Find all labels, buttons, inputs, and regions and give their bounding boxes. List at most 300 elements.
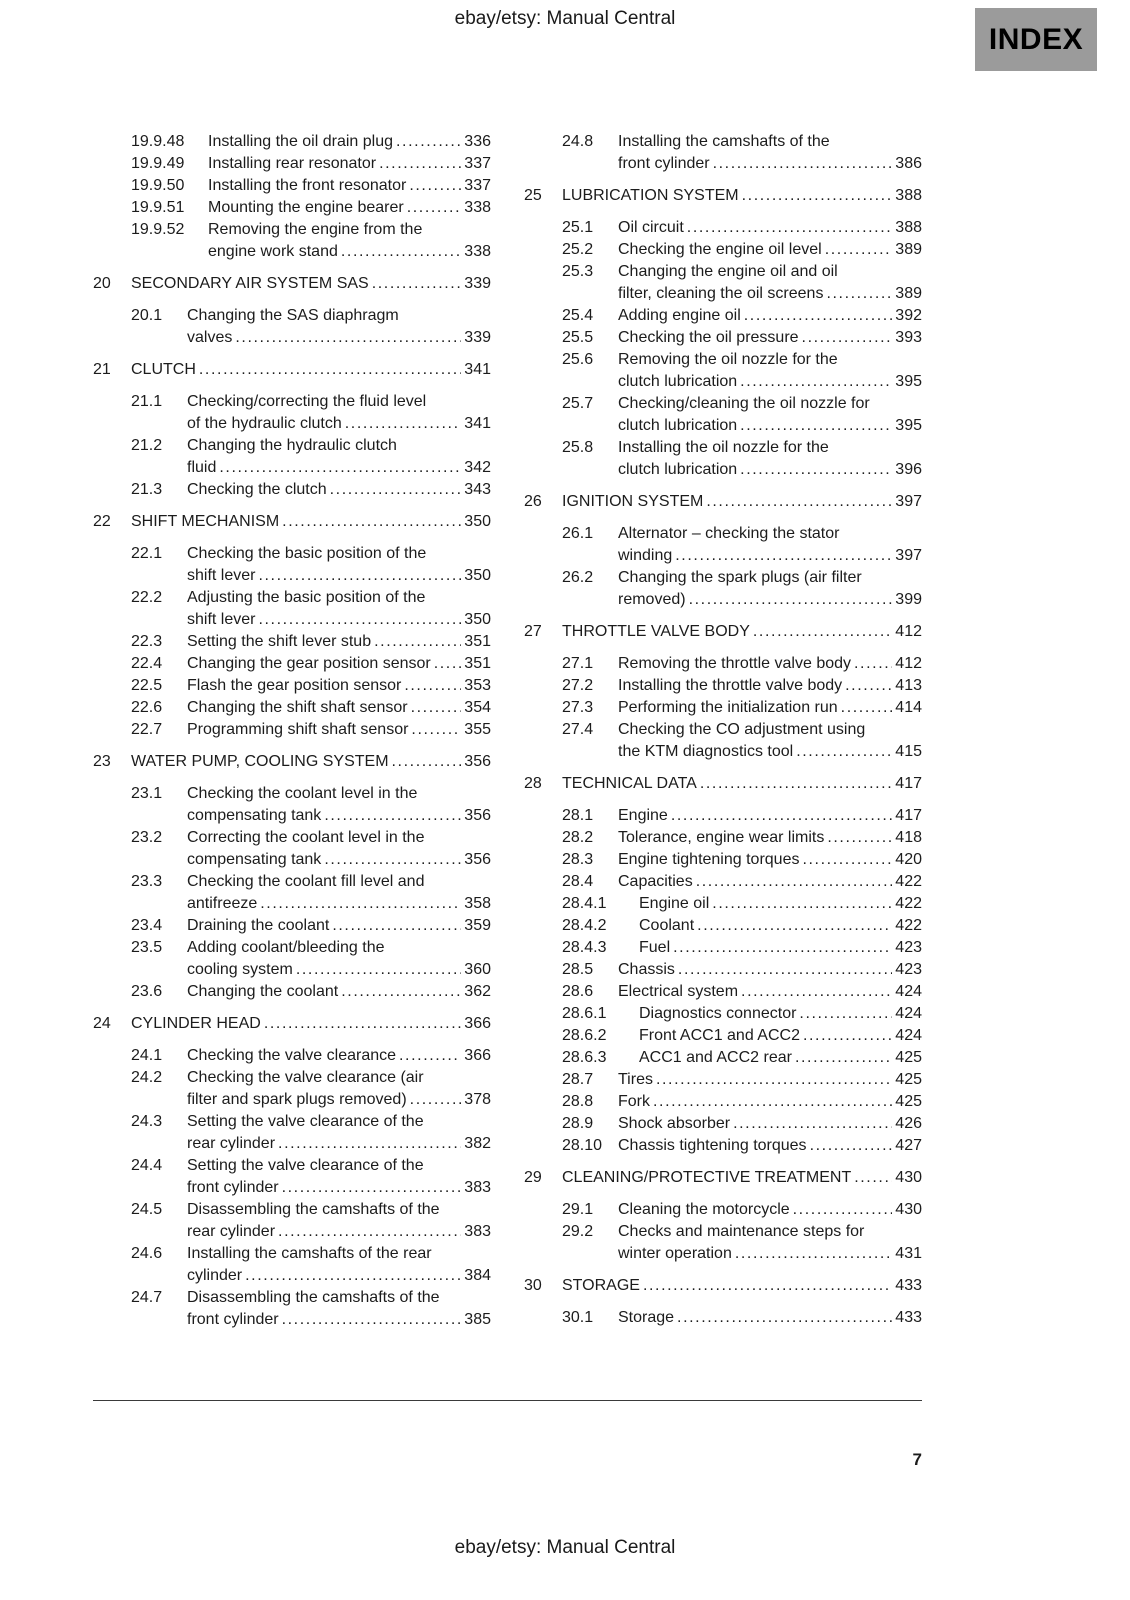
toc-entry-title: Changing the gear position sensor bbox=[187, 655, 431, 672]
toc-entry-last-line bbox=[639, 937, 922, 959]
toc-entry-title: clutch lubrication bbox=[618, 417, 738, 434]
toc-entry-title: rear cylinder bbox=[187, 1223, 276, 1240]
dot-leader bbox=[282, 1177, 462, 1199]
toc-entry-title: Flash the gear position sensor bbox=[187, 677, 402, 694]
dot-leader bbox=[324, 805, 461, 827]
toc-entry-number: 22.6 bbox=[131, 699, 163, 716]
toc-entry-title: ACC1 and ACC2 rear bbox=[639, 1049, 792, 1066]
toc-entry-title-line: Changing the engine oil and oil bbox=[618, 263, 838, 280]
toc-entry bbox=[524, 893, 922, 915]
toc-entry-title-line: Checks and maintenance steps for bbox=[618, 1223, 865, 1240]
toc-entry-title: front cylinder bbox=[187, 1179, 279, 1196]
toc-chapter-entry bbox=[93, 273, 491, 295]
toc-entry-title: winding bbox=[618, 547, 673, 564]
toc-entry-title-line: Checking/cleaning the oil nozzle for bbox=[618, 395, 870, 412]
toc-entry-title: cooling system bbox=[187, 961, 293, 978]
toc-entry-title: CYLINDER HEAD bbox=[131, 1015, 261, 1032]
toc-entry-last-line bbox=[187, 565, 491, 587]
dot-leader bbox=[399, 1045, 461, 1067]
toc-entry-title: winter operation bbox=[618, 1245, 732, 1262]
toc-entry-title: compensating tank bbox=[187, 807, 322, 824]
dot-leader bbox=[712, 893, 892, 915]
toc-entry-title-line: Checking the basic position of the bbox=[187, 545, 427, 562]
dot-leader bbox=[796, 741, 892, 763]
toc-entry bbox=[93, 1111, 491, 1155]
toc-entry-page: 386 bbox=[895, 155, 922, 172]
toc-entry-page: 343 bbox=[464, 481, 491, 498]
toc-entry-title: Adding engine oil bbox=[618, 307, 741, 324]
toc-entry bbox=[524, 327, 922, 349]
toc-entry-page: 422 bbox=[895, 917, 922, 934]
dot-leader bbox=[854, 1167, 892, 1189]
toc-entry bbox=[524, 1069, 922, 1091]
toc-entry-title: fluid bbox=[187, 459, 217, 476]
toc-entry bbox=[524, 349, 922, 393]
toc-entry-body bbox=[618, 217, 922, 239]
toc-entry-last-line bbox=[618, 283, 922, 305]
dot-leader bbox=[296, 959, 461, 981]
toc-entry-body bbox=[208, 153, 491, 175]
toc-entry bbox=[524, 653, 922, 675]
toc-entry-body bbox=[562, 773, 922, 795]
toc-entry-body bbox=[562, 621, 922, 643]
toc-entry-title: Performing the initialization run bbox=[618, 699, 838, 716]
toc-entry-title: Installing the throttle valve body bbox=[618, 677, 843, 694]
toc-entry-title: Changing the shift shaft sensor bbox=[187, 699, 408, 716]
dot-leader bbox=[673, 937, 892, 959]
toc-entry-number: 24.6 bbox=[131, 1245, 163, 1262]
toc-entry-number: 28.6.1 bbox=[562, 1005, 607, 1022]
toc-entry-last-line bbox=[187, 675, 491, 697]
toc-entry-body bbox=[131, 359, 491, 381]
toc-entry-page: 385 bbox=[464, 1311, 491, 1328]
toc-entry-page: 366 bbox=[464, 1015, 491, 1032]
toc-entry-last-line bbox=[187, 1045, 491, 1067]
toc-entry-body bbox=[187, 479, 491, 501]
toc-entry-page: 433 bbox=[895, 1309, 922, 1326]
toc-entry bbox=[524, 915, 922, 937]
dot-leader bbox=[278, 1221, 461, 1243]
toc-entry-body bbox=[187, 653, 491, 675]
dot-leader bbox=[282, 511, 461, 533]
toc-entry-page: 356 bbox=[464, 807, 491, 824]
toc-entry-page: 366 bbox=[464, 1047, 491, 1064]
toc-entry-number: 28.7 bbox=[562, 1071, 594, 1088]
toc-entry-number: 25.1 bbox=[562, 219, 594, 236]
toc-entry-last-line bbox=[187, 653, 491, 675]
dot-leader bbox=[689, 589, 893, 611]
dot-leader bbox=[795, 1047, 892, 1069]
toc-entry-body bbox=[618, 349, 922, 393]
toc-entry-body bbox=[131, 751, 491, 773]
dot-leader bbox=[379, 153, 461, 175]
toc-entry-page: 338 bbox=[464, 199, 491, 216]
toc-column-left bbox=[93, 131, 491, 1331]
toc-entry-title: Checking the engine oil level bbox=[618, 241, 822, 258]
toc-entry-title: antifreeze bbox=[187, 895, 258, 912]
toc-entry bbox=[524, 959, 922, 981]
toc-entry-title-line: Adjusting the basic position of the bbox=[187, 589, 426, 606]
toc-entry bbox=[524, 1025, 922, 1047]
toc-entry-number: 28.4 bbox=[562, 873, 594, 890]
dot-leader bbox=[258, 609, 461, 631]
toc-entry-number: 22.5 bbox=[131, 677, 163, 694]
dot-leader bbox=[392, 751, 462, 773]
toc-entry-number: 24.3 bbox=[131, 1113, 163, 1130]
toc-entry-number: 29.2 bbox=[562, 1223, 594, 1240]
toc-entry-body bbox=[187, 391, 491, 435]
toc-entry-last-line bbox=[618, 981, 922, 1003]
toc-entry-number: 24.8 bbox=[562, 133, 594, 150]
toc-entry-number: 19.9.51 bbox=[131, 199, 185, 216]
toc-entry-number: 24.2 bbox=[131, 1069, 163, 1086]
toc-entry-body bbox=[618, 393, 922, 437]
dot-leader bbox=[826, 283, 892, 305]
toc-entry-last-line bbox=[562, 621, 922, 643]
toc-entry-number: 21.3 bbox=[131, 481, 163, 498]
toc-entry-number: 23.2 bbox=[131, 829, 163, 846]
toc-entry-body bbox=[187, 871, 491, 915]
toc-entry bbox=[524, 827, 922, 849]
toc-entry-title: TECHNICAL DATA bbox=[562, 775, 697, 792]
toc-entry-page: 425 bbox=[895, 1071, 922, 1088]
toc-entry-page: 423 bbox=[895, 961, 922, 978]
toc-entry-number: 21.1 bbox=[131, 393, 163, 410]
toc-entry-body bbox=[208, 131, 491, 153]
toc-entry-page: 427 bbox=[895, 1137, 922, 1154]
toc-entry-page: 359 bbox=[464, 917, 491, 934]
dot-leader bbox=[740, 371, 892, 393]
dot-leader bbox=[411, 697, 462, 719]
toc-entry bbox=[524, 937, 922, 959]
toc-entry-title-line: Checking the CO adjustment using bbox=[618, 721, 866, 738]
toc-entry bbox=[524, 261, 922, 305]
toc-entry-title: filter, cleaning the oil screens bbox=[618, 285, 824, 302]
toc-entry-number: 28.4.3 bbox=[562, 939, 607, 956]
toc-entry-page: 415 bbox=[895, 743, 922, 760]
toc-entry-title: filter and spark plugs removed) bbox=[187, 1091, 407, 1108]
toc-entry-last-line bbox=[187, 893, 491, 915]
toc-entry-number: 28.6.3 bbox=[562, 1049, 607, 1066]
toc-entry-page: 417 bbox=[895, 807, 922, 824]
toc-entry-last-line bbox=[618, 305, 922, 327]
toc-entry-body bbox=[618, 523, 922, 567]
toc-entry-last-line bbox=[618, 327, 922, 349]
toc-entry-title: Installing the front resonator bbox=[208, 177, 407, 194]
dot-leader bbox=[643, 1275, 892, 1297]
toc-entry-last-line bbox=[618, 1199, 922, 1221]
dot-leader bbox=[733, 1113, 892, 1135]
toc-entry-last-line bbox=[187, 413, 491, 435]
toc-entry-title-line: Removing the oil nozzle for the bbox=[618, 351, 838, 368]
toc-entry-body bbox=[208, 175, 491, 197]
toc-entry-last-line bbox=[618, 589, 922, 611]
toc-entry-number: 25.6 bbox=[562, 351, 594, 368]
toc-entry-body bbox=[618, 305, 922, 327]
toc-entry-title-line: Adding coolant/bleeding the bbox=[187, 939, 385, 956]
toc-entry bbox=[524, 1003, 922, 1025]
toc-entry-last-line bbox=[618, 459, 922, 481]
toc-entry-last-line bbox=[639, 1025, 922, 1047]
dot-leader bbox=[810, 1135, 893, 1157]
toc-entry-body bbox=[187, 1199, 491, 1243]
toc-chapter-entry bbox=[524, 1167, 922, 1189]
toc-entry-number: 28.3 bbox=[562, 851, 594, 868]
toc-entry-body bbox=[639, 1025, 922, 1047]
toc-entry bbox=[93, 871, 491, 915]
toc-entry-last-line bbox=[639, 893, 922, 915]
toc-entry-body bbox=[562, 1275, 922, 1297]
toc-entry bbox=[524, 437, 922, 481]
toc-entry-page: 353 bbox=[464, 677, 491, 694]
dot-leader bbox=[802, 849, 892, 871]
dot-leader bbox=[410, 1089, 462, 1111]
toc-entry bbox=[524, 871, 922, 893]
toc-entry-title-line: Checking the coolant fill level and bbox=[187, 873, 425, 890]
toc-entry-page: 360 bbox=[464, 961, 491, 978]
toc-entry-number: 28 bbox=[524, 775, 542, 792]
toc-entry-page: 426 bbox=[895, 1115, 922, 1132]
toc-entry-body bbox=[618, 1307, 922, 1329]
toc-entry-body bbox=[187, 1111, 491, 1155]
toc-entry-body bbox=[187, 1155, 491, 1199]
toc-entry-number: 20.1 bbox=[131, 307, 163, 324]
toc-entry-body bbox=[131, 1013, 491, 1035]
toc-entry-number: 22.2 bbox=[131, 589, 163, 606]
footer-divider bbox=[93, 1400, 922, 1401]
toc-entry-title: Tolerance, engine wear limits bbox=[618, 829, 825, 846]
dot-leader bbox=[332, 915, 461, 937]
toc-entry-page: 422 bbox=[895, 873, 922, 890]
dot-leader bbox=[396, 131, 461, 153]
toc-entry-body bbox=[187, 587, 491, 631]
toc-entry bbox=[524, 131, 922, 175]
toc-entry-title: Storage bbox=[618, 1309, 675, 1326]
toc-entry-body bbox=[639, 893, 922, 915]
toc-entry bbox=[524, 1135, 922, 1157]
toc-entry-number: 25.5 bbox=[562, 329, 594, 346]
toc-entry-body bbox=[639, 1003, 922, 1025]
dot-leader bbox=[740, 459, 892, 481]
toc-entry-page: 431 bbox=[895, 1245, 922, 1262]
toc-entry-number: 21 bbox=[93, 361, 111, 378]
dot-leader bbox=[199, 359, 461, 381]
dot-leader bbox=[700, 773, 892, 795]
toc-entry-body bbox=[187, 915, 491, 937]
toc-entry-title: Shock absorber bbox=[618, 1115, 731, 1132]
toc-entry-page: 351 bbox=[464, 655, 491, 672]
toc-entry-number: 25.3 bbox=[562, 263, 594, 280]
toc-entry-number: 27 bbox=[524, 623, 542, 640]
toc-entry-title: Engine bbox=[618, 807, 668, 824]
toc-entry-page: 389 bbox=[895, 241, 922, 258]
dot-leader bbox=[411, 719, 461, 741]
toc-entry-title-line: Installing the oil nozzle for the bbox=[618, 439, 829, 456]
toc-entry-last-line bbox=[562, 1167, 922, 1189]
toc-entry-number: 19.9.49 bbox=[131, 155, 185, 172]
toc-entry-number: 28.6.2 bbox=[562, 1027, 607, 1044]
toc-entry-title: Changing the coolant bbox=[187, 983, 339, 1000]
dot-leader bbox=[696, 871, 893, 893]
toc-entry-page: 430 bbox=[895, 1201, 922, 1218]
toc-entry bbox=[524, 523, 922, 567]
toc-entry-title: Chassis tightening torques bbox=[618, 1137, 807, 1154]
toc-entry-number: 26 bbox=[524, 493, 542, 510]
toc-entry-number: 22.7 bbox=[131, 721, 163, 738]
dot-leader bbox=[372, 273, 462, 295]
toc-entry-title: shift lever bbox=[187, 567, 256, 584]
toc-entry-page: 389 bbox=[895, 285, 922, 302]
toc-entry-last-line bbox=[187, 1221, 491, 1243]
toc-entry bbox=[524, 849, 922, 871]
toc-chapter-entry bbox=[93, 751, 491, 773]
toc-entry-last-line bbox=[131, 511, 491, 533]
toc-entry-last-line bbox=[131, 273, 491, 295]
toc-entry-title-line: Checking the coolant level in the bbox=[187, 785, 418, 802]
toc-entry-body bbox=[618, 1221, 922, 1265]
index-tab-label: INDEX bbox=[988, 22, 1084, 56]
toc-entry-last-line bbox=[208, 175, 491, 197]
toc-entry-body bbox=[618, 981, 922, 1003]
toc-entry-body bbox=[187, 719, 491, 741]
toc-entry-page: 383 bbox=[464, 1223, 491, 1240]
toc-entry-title: front cylinder bbox=[618, 155, 710, 172]
toc-entry-title: Diagnostics connector bbox=[639, 1005, 797, 1022]
toc-entry-last-line bbox=[618, 371, 922, 393]
toc-entry-body bbox=[618, 653, 922, 675]
toc-entry bbox=[93, 1243, 491, 1287]
dot-leader bbox=[219, 457, 461, 479]
dot-leader bbox=[278, 1133, 461, 1155]
toc-entry-title: Oil circuit bbox=[618, 219, 684, 236]
toc-entry-number: 23.1 bbox=[131, 785, 163, 802]
toc-entry-last-line bbox=[187, 719, 491, 741]
toc-entry bbox=[93, 827, 491, 871]
footer-page-number: 7 bbox=[912, 1450, 922, 1469]
toc-entry-body bbox=[618, 327, 922, 349]
toc-entry-body bbox=[618, 827, 922, 849]
toc-entry-number: 27.1 bbox=[562, 655, 594, 672]
toc-entry-last-line bbox=[618, 545, 922, 567]
dot-leader bbox=[675, 545, 892, 567]
toc-entry-title: Capacities bbox=[618, 873, 693, 890]
toc-entry-last-line bbox=[618, 849, 922, 871]
toc-entry-page: 424 bbox=[895, 1027, 922, 1044]
dot-leader bbox=[825, 239, 893, 261]
toc-entry-last-line bbox=[131, 751, 491, 773]
toc-entry-number: 28.9 bbox=[562, 1115, 594, 1132]
toc-entry-title-line: Changing the spark plugs (air filter bbox=[618, 569, 862, 586]
toc-entry-body bbox=[187, 981, 491, 1003]
toc-entry-title: engine work stand bbox=[208, 243, 338, 260]
toc-entry-last-line bbox=[562, 1275, 922, 1297]
toc-entry-body bbox=[562, 185, 922, 207]
toc-entry-number: 28.2 bbox=[562, 829, 594, 846]
dot-leader bbox=[245, 1265, 461, 1287]
toc-entry-title: SECONDARY AIR SYSTEM SAS bbox=[131, 275, 369, 292]
toc-entry-page: 395 bbox=[895, 373, 922, 390]
toc-entry-page: 424 bbox=[895, 1005, 922, 1022]
toc-entry-number: 28.4.2 bbox=[562, 917, 607, 934]
toc-entry-page: 413 bbox=[895, 677, 922, 694]
toc-entry-number: 24.4 bbox=[131, 1157, 163, 1174]
toc-entry-page: 341 bbox=[464, 361, 491, 378]
toc-entry-last-line bbox=[618, 697, 922, 719]
toc-entry-last-line bbox=[639, 1047, 922, 1069]
dot-leader bbox=[678, 959, 892, 981]
toc-entry-page: 384 bbox=[464, 1267, 491, 1284]
toc-entry-last-line bbox=[562, 185, 922, 207]
toc-entry-page: 424 bbox=[895, 983, 922, 1000]
toc-entry bbox=[93, 153, 491, 175]
toc-entry-title: THROTTLE VALVE BODY bbox=[562, 623, 750, 640]
dot-leader bbox=[687, 217, 893, 239]
toc-chapter-entry bbox=[93, 511, 491, 533]
toc-entry-last-line bbox=[618, 805, 922, 827]
toc-entry bbox=[93, 1067, 491, 1111]
toc-entry bbox=[93, 543, 491, 587]
dot-leader bbox=[706, 491, 892, 513]
toc-entry-number: 29.1 bbox=[562, 1201, 594, 1218]
toc-entry-title: Draining the coolant bbox=[187, 917, 330, 934]
toc-entry-body bbox=[639, 1047, 922, 1069]
toc-entry-last-line bbox=[187, 1177, 491, 1199]
toc-entry-page: 355 bbox=[464, 721, 491, 738]
toc-entry-last-line bbox=[639, 1003, 922, 1025]
toc-chapter-entry bbox=[524, 773, 922, 795]
toc-entry-title: CLEANING/PROTECTIVE TREATMENT bbox=[562, 1169, 852, 1186]
toc-entry-last-line bbox=[187, 1089, 491, 1111]
toc-entry bbox=[93, 937, 491, 981]
toc-entry-number: 27.2 bbox=[562, 677, 594, 694]
toc-entry-page: 338 bbox=[464, 243, 491, 260]
toc-entry-title: rear cylinder bbox=[187, 1135, 276, 1152]
toc-entry-body bbox=[618, 567, 922, 611]
toc-entry-body bbox=[618, 959, 922, 981]
toc-entry-title-line: Setting the valve clearance of the bbox=[187, 1113, 424, 1130]
toc-entry-page: 362 bbox=[464, 983, 491, 1000]
dot-leader bbox=[671, 805, 892, 827]
toc-entry-last-line bbox=[187, 1309, 491, 1331]
toc-chapter-entry bbox=[524, 621, 922, 643]
toc-entry-number: 25 bbox=[524, 187, 542, 204]
toc-entry bbox=[93, 435, 491, 479]
toc-entry-page: 418 bbox=[895, 829, 922, 846]
dot-leader bbox=[799, 1003, 892, 1025]
toc-entry-page: 339 bbox=[464, 275, 491, 292]
dot-leader bbox=[753, 621, 892, 643]
toc-entry-last-line bbox=[208, 197, 491, 219]
toc-entry-page: 388 bbox=[895, 219, 922, 236]
toc-entry-title: WATER PUMP, COOLING SYSTEM bbox=[131, 753, 389, 770]
toc-entry-page: 350 bbox=[464, 611, 491, 628]
page-footer-title: ebay/etsy: Manual Central bbox=[454, 1537, 676, 1558]
dot-leader bbox=[656, 1069, 892, 1091]
toc-column-right bbox=[524, 131, 922, 1331]
dot-leader bbox=[827, 827, 892, 849]
toc-entry-number: 26.1 bbox=[562, 525, 594, 542]
toc-entry-page: 425 bbox=[895, 1049, 922, 1066]
toc-entry-body bbox=[618, 1091, 922, 1113]
toc-entry-last-line bbox=[187, 981, 491, 1003]
toc-entry-last-line bbox=[618, 871, 922, 893]
toc-entry-last-line bbox=[187, 1133, 491, 1155]
toc-entry-page: 433 bbox=[895, 1277, 922, 1294]
toc-entry bbox=[524, 239, 922, 261]
toc-entry-title-line: Correcting the coolant level in the bbox=[187, 829, 425, 846]
toc-entry-number: 26.2 bbox=[562, 569, 594, 586]
toc-entry-page: 350 bbox=[464, 567, 491, 584]
